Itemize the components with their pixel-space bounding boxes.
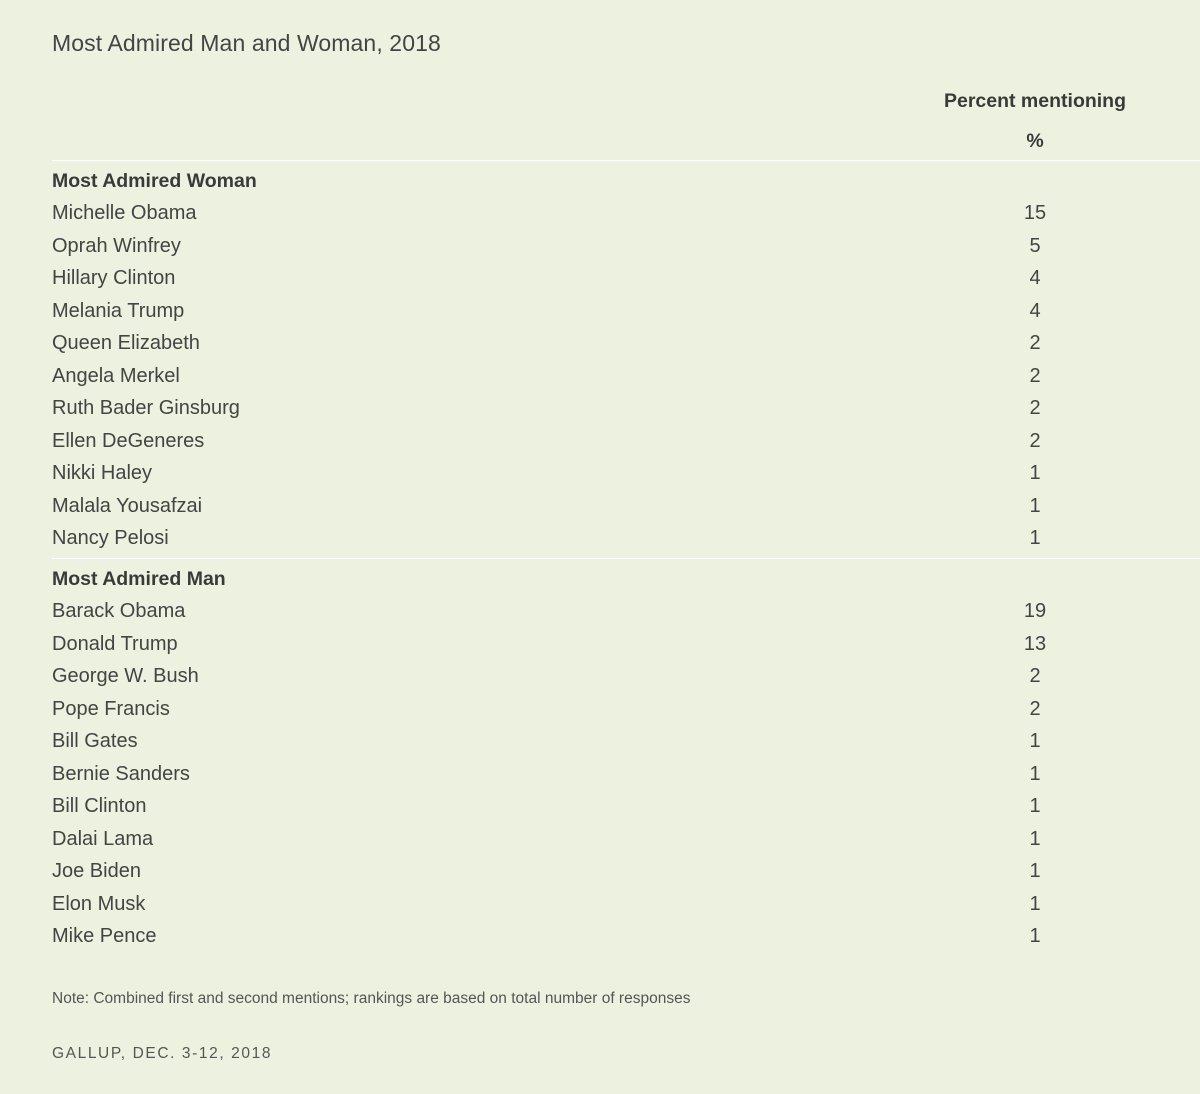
row-value: 1 <box>1029 730 1041 752</box>
table-row <box>0 795 1200 828</box>
row-value: 1 <box>1029 494 1041 517</box>
row-name: Nikki Haley <box>52 462 153 484</box>
table-row <box>0 300 1200 333</box>
table-row <box>0 527 1200 560</box>
table-row <box>0 665 1200 698</box>
row-name: Joe Biden <box>52 860 141 882</box>
footnote: Note: Combined first and second mentions; rankings are based on total number of responses <box>52 990 691 1007</box>
row-value: 1 <box>1029 892 1041 915</box>
row-value: 2 <box>1029 429 1041 452</box>
row-name: Donald Trump <box>52 632 178 655</box>
row-value: 19 <box>1023 600 1047 622</box>
row-name: Dalai Lama <box>52 827 154 850</box>
row-value: 13 <box>1023 632 1047 655</box>
column-header-unit: % <box>1026 130 1044 152</box>
source-credit: GALLUP, DEC. 3-12, 2018 <box>52 1045 273 1062</box>
row-name: Barack Obama <box>52 600 186 622</box>
row-name: Pope Francis <box>52 697 170 720</box>
table-row <box>0 763 1200 796</box>
row-name: Bernie Sanders <box>52 762 190 785</box>
row-name: Oprah Winfrey <box>52 234 181 257</box>
table-row <box>0 397 1200 430</box>
row-value: 1 <box>1029 762 1041 785</box>
row-value: 1 <box>1029 827 1041 850</box>
table-row <box>0 600 1200 633</box>
row-name: Melania Trump <box>52 299 185 322</box>
table-row <box>0 633 1200 666</box>
row-value: 1 <box>1029 527 1041 549</box>
row-name: Queen Elizabeth <box>52 332 200 354</box>
row-name: Mike Pence <box>52 925 157 947</box>
table-row <box>0 860 1200 893</box>
table-row <box>0 332 1200 365</box>
row-value: 2 <box>1029 332 1041 354</box>
column-header-label: Percent mentioning <box>943 90 1127 112</box>
row-name: George W. Bush <box>52 665 199 687</box>
row-value: 4 <box>1029 299 1041 322</box>
row-value: 2 <box>1029 665 1041 687</box>
row-value: 2 <box>1029 364 1041 387</box>
row-name: Malala Yousafzai <box>52 494 203 517</box>
row-value: 15 <box>1023 202 1047 224</box>
table-row <box>0 235 1200 268</box>
row-value: 1 <box>1029 462 1041 484</box>
row-name: Bill Gates <box>52 730 138 752</box>
row-name: Hillary Clinton <box>52 267 176 289</box>
table-row <box>0 202 1200 235</box>
row-name: Elon Musk <box>52 892 146 915</box>
table-row <box>0 462 1200 495</box>
row-name: Bill Clinton <box>52 795 147 817</box>
row-value: 4 <box>1029 267 1041 289</box>
row-name: Nancy Pelosi <box>52 527 169 549</box>
row-name: Ellen DeGeneres <box>52 429 205 452</box>
table-row <box>0 365 1200 398</box>
row-name: Angela Merkel <box>52 364 180 387</box>
row-value: 2 <box>1029 697 1041 720</box>
row-value: 2 <box>1029 397 1041 419</box>
table-row <box>0 267 1200 300</box>
table-row <box>0 828 1200 861</box>
header-divider <box>52 160 1200 161</box>
section-divider <box>52 558 1200 559</box>
table-row <box>0 430 1200 463</box>
row-name: Ruth Bader Ginsburg <box>52 397 240 419</box>
table-row <box>0 893 1200 926</box>
table-row <box>0 730 1200 763</box>
row-value: 1 <box>1029 795 1041 817</box>
page-title: Most Admired Man and Woman, 2018 <box>52 30 441 56</box>
row-name: Michelle Obama <box>52 202 197 224</box>
row-value: 1 <box>1029 860 1041 882</box>
row-value: 5 <box>1029 234 1041 257</box>
row-value: 1 <box>1029 925 1041 947</box>
table-row <box>0 495 1200 528</box>
section-heading-men: Most Admired Man <box>52 568 226 590</box>
table-row <box>0 698 1200 731</box>
table-row <box>0 925 1200 958</box>
section-heading-women: Most Admired Woman <box>52 170 257 192</box>
